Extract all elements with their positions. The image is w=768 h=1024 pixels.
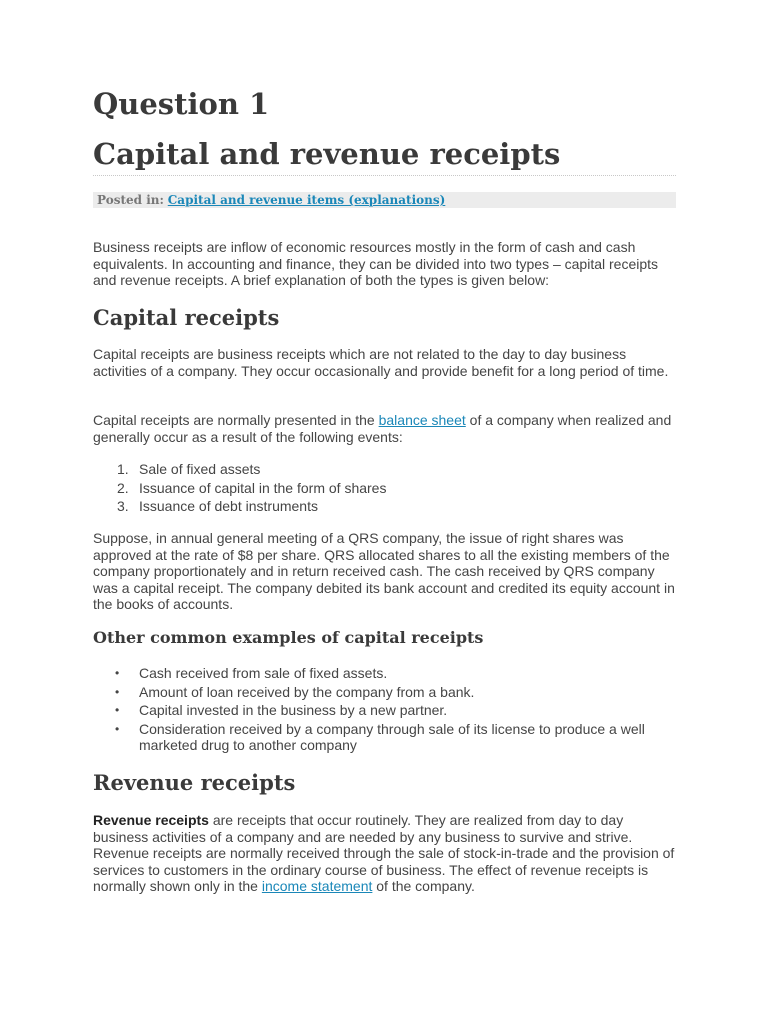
revenue-receipts-paragraph: Revenue receipts are receipts that occur routinely. They are realized from day to day business activities of a company and are needed by any business to survive and strive. Revenue receipts are normally received through the sale of stock-in-trade and the provision of services to customers in the ordinary course of business. The effect of revenue receipts is normally shown only in the income statement of the company. (93, 812, 675, 894)
capital-receipts-heading: Capital receipts (93, 305, 280, 330)
capital-events-list (93, 460, 676, 516)
list-item: 1. Sale of fixed assets (117, 461, 261, 477)
capital-receipts-definition: Capital receipts are business receipts which are not related to the day to day business activities of a company. They occur occasionally and provide benefit for a long period of time. (93, 346, 669, 379)
list-item: 2. Issuance of capital in the form of shares (117, 479, 387, 496)
page-title: Capital and revenue receipts (93, 137, 561, 171)
list-item: • Amount of loan received by the company from a bank. (115, 683, 475, 700)
revenue-receipts-heading: Revenue receipts (93, 770, 296, 795)
title-divider (93, 175, 676, 176)
posted-in-bar (93, 192, 676, 208)
list-item: • Consideration received by a company through sale of its license to produce a well marketed drug to another company (115, 720, 645, 753)
list-item: 3. Issuance of debt instruments (117, 498, 318, 514)
posted-in-label: Posted in: (97, 193, 164, 207)
category-link[interactable]: Capital and revenue items (explanations) (167, 193, 446, 207)
balance-sheet-link[interactable]: balance sheet (378, 412, 466, 428)
list-item: • Cash received from sale of fixed assets. (115, 665, 388, 681)
capital-examples-list (93, 664, 676, 754)
capital-receipts-presentation: Capital receipts are normally presented in the balance sheet of a company when realized and generally occur as a result of the following events: (93, 412, 672, 445)
revenue-receipts-term: Revenue receipts (93, 812, 209, 828)
list-item: • Capital invested in the business by a new partner. (115, 702, 448, 718)
income-statement-link[interactable]: income statement (261, 878, 373, 894)
capital-examples-heading: Other common examples of capital receipts (93, 628, 484, 647)
qrs-example-paragraph: Suppose, in annual general meeting of a QRS company, the issue of right shares was approved at the rate of $8 per share. QRS allocated shares to all the existing members of the company proportionately and in return received cash. The cash received by QRS company was a capital receipt. The company debited its bank account and credited its equity account in the books of accounts. (93, 530, 675, 612)
intro-paragraph: Business receipts are inflow of economic resources mostly in the form of cash and cash equivalents. In accounting and finance, they can be divided into two types – capital receipts and revenue receipts. A brief explanation of both the types is given below: (93, 239, 659, 288)
question-heading: Question 1 (93, 87, 270, 121)
